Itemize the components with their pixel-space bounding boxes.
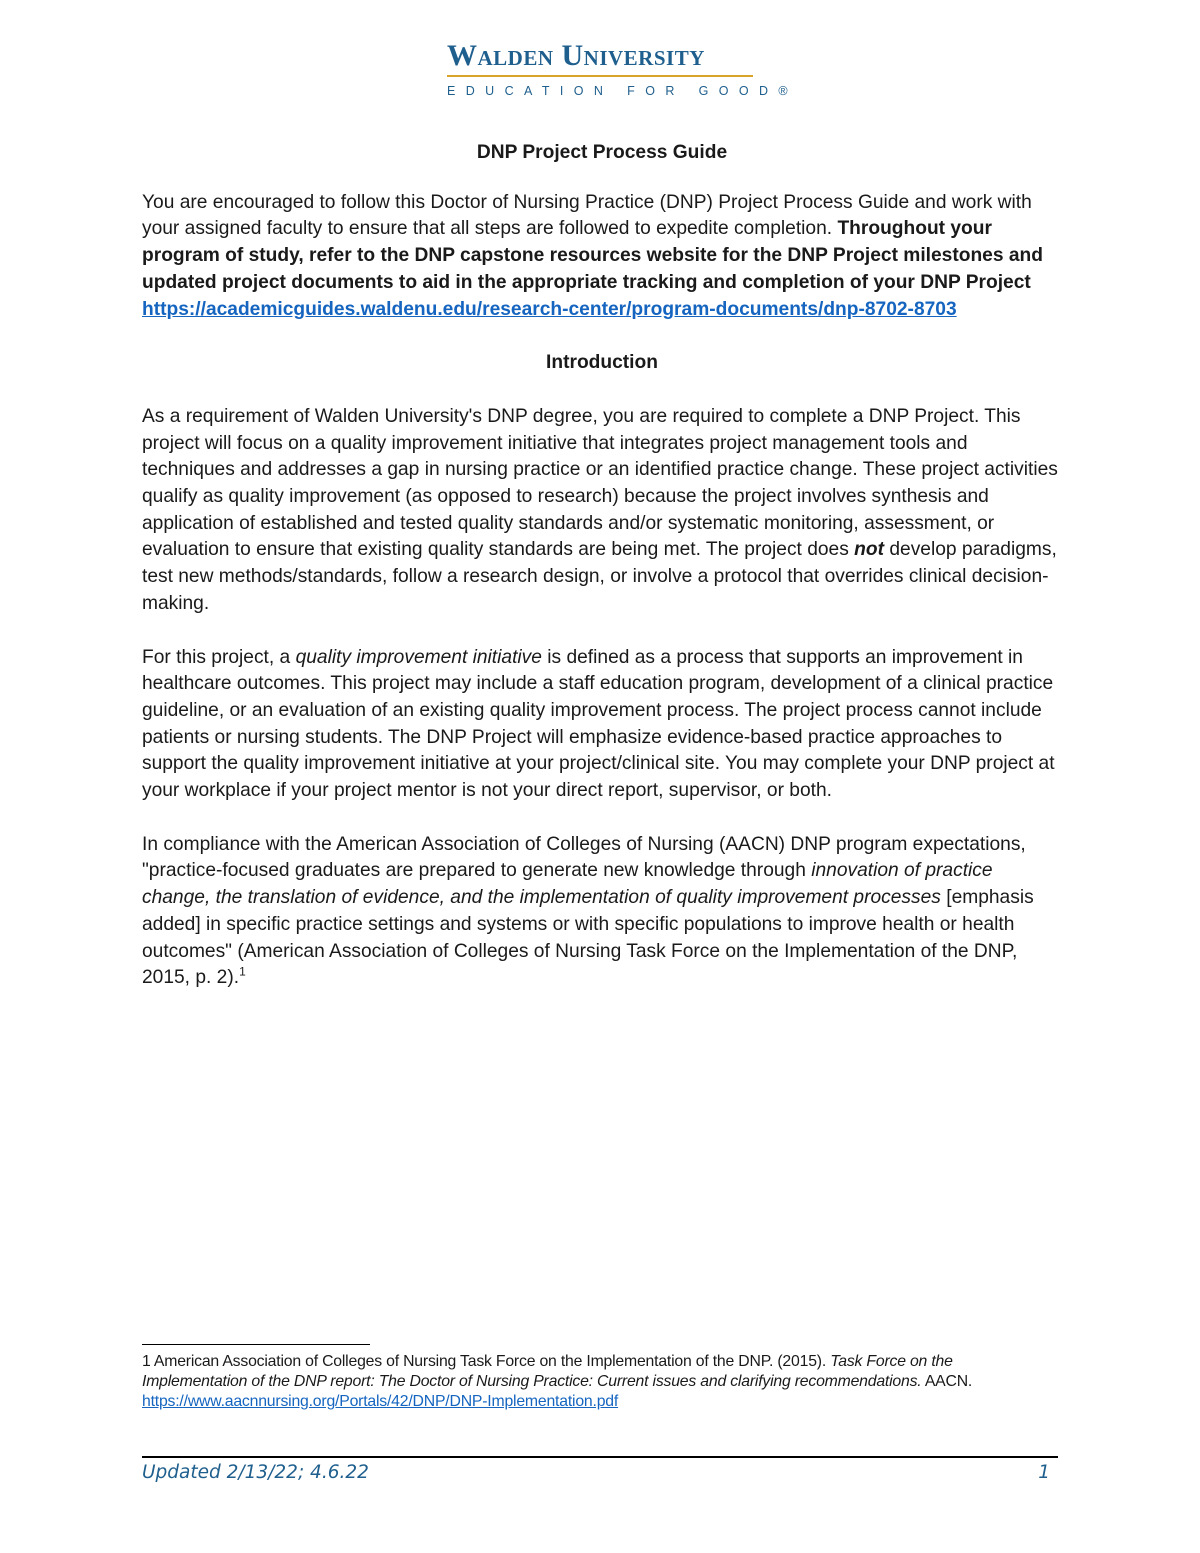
intro-paragraph (142, 190, 1062, 324)
page-title: DNP Project Process Guide (476, 142, 728, 163)
page-footer (142, 1460, 1050, 1486)
footnote-reference[interactable]: 1 (239, 964, 246, 979)
paragraph-text: [emphasis added] in specific practice settings and systems or with specific populations to improve health or health outcomes" (American Association of Colleges of Nursing Task Force on the Implementation of the DNP, 2015, p. 2). (142, 887, 1034, 989)
footnote-separator (142, 1344, 370, 1345)
paragraph-text: For this project, a (142, 646, 291, 668)
paragraph-text: develop paradigms, test new methods/standards, follow a research design, or involve a protocol that overrides clinical decision-making. (142, 539, 1057, 614)
walden-university-logo (447, 39, 799, 100)
footnote-publisher: AACN. (924, 1373, 973, 1390)
paragraph-requirement (142, 404, 1062, 618)
capstone-resources-link[interactable]: https://academicguides.waldenu.edu/research-center/program-documents/dnp-8702-8703 (142, 298, 957, 320)
paragraph-text: As a requirement of Walden University's DNP degree, you are required to complete a DNP Project. This project will focus on a quality improvement initiative that integrates project management tools and techniques and addresses a gap in nursing practice or an identified practice change. These project activities qualify as quality improvement (as opposed to research) because the project involves synthesis and application of established and tested quality standards and/or systematic monitoring, assessment, or evaluation to ensure that existing quality standards are being met. The project does (142, 405, 1058, 561)
emphasis-not: not (854, 539, 885, 561)
paragraph-text: In compliance with the American Association of Colleges of Nursing (AACN) DNP program expectations, "practice-focused graduates are prepared to generate new knowledge through (142, 833, 1026, 882)
footer-updated-date: Updated 2/13/22; 4.6.22 (142, 1462, 369, 1483)
footer-separator (142, 1456, 1058, 1458)
paragraph-definition (142, 645, 1062, 805)
emphasis-term: quality improvement initiative (295, 646, 542, 668)
logo-name: Walden University (447, 39, 705, 72)
intro-bold-text: Throughout your program of study, refer to the DNP capstone resources website for the DNP Project milestones and updated project documents to aid in the appropriate tracking and completion of your DNP Project (142, 218, 1043, 293)
footnote-link[interactable]: https://www.aacnnursing.org/Portals/42/DNP/DNP-Implementation.pdf (142, 1393, 619, 1410)
emphasis-quote: innovation of practice change, the translation of evidence, and the implementation of quality improvement processes (142, 860, 993, 909)
paragraph-compliance (142, 832, 1062, 992)
logo-tagline: EDUCATION FOR GOOD® (447, 84, 799, 98)
footnote-text: 1 American Association of Colleges of Nursing Task Force on the Implementation of the DNP. (2015). (142, 1353, 827, 1370)
paragraph-text: is defined as a process that supports an improvement in healthcare outcomes. This project may include a staff education program, development of a clinical practice guideline, or an evaluation of an existing quality improvement process. The project process cannot include patients or nursing students. The DNP Project will emphasize evidence-based practice approaches to support the quality improvement initiative at your project/clinical site. You may complete your DNP project at your workplace if your project mentor is not your direct report, supervisor, or both. (142, 646, 1055, 802)
intro-text: You are encouraged to follow this Doctor of Nursing Practice (DNP) Project Process Guide and work with your assigned faculty to ensure that all steps are followed to expedite completion. (142, 191, 1032, 240)
footnote-title: Task Force on the Implementation of the DNP report: The Doctor of Nursing Practice: Current issues and clarifying recommendations. (142, 1353, 953, 1390)
section-title-introduction: Introduction (546, 352, 658, 374)
footnote (142, 1352, 1062, 1412)
logo-gold-rule (447, 75, 753, 77)
page-number: 1 (1038, 1462, 1050, 1483)
document-body (142, 140, 1062, 1019)
